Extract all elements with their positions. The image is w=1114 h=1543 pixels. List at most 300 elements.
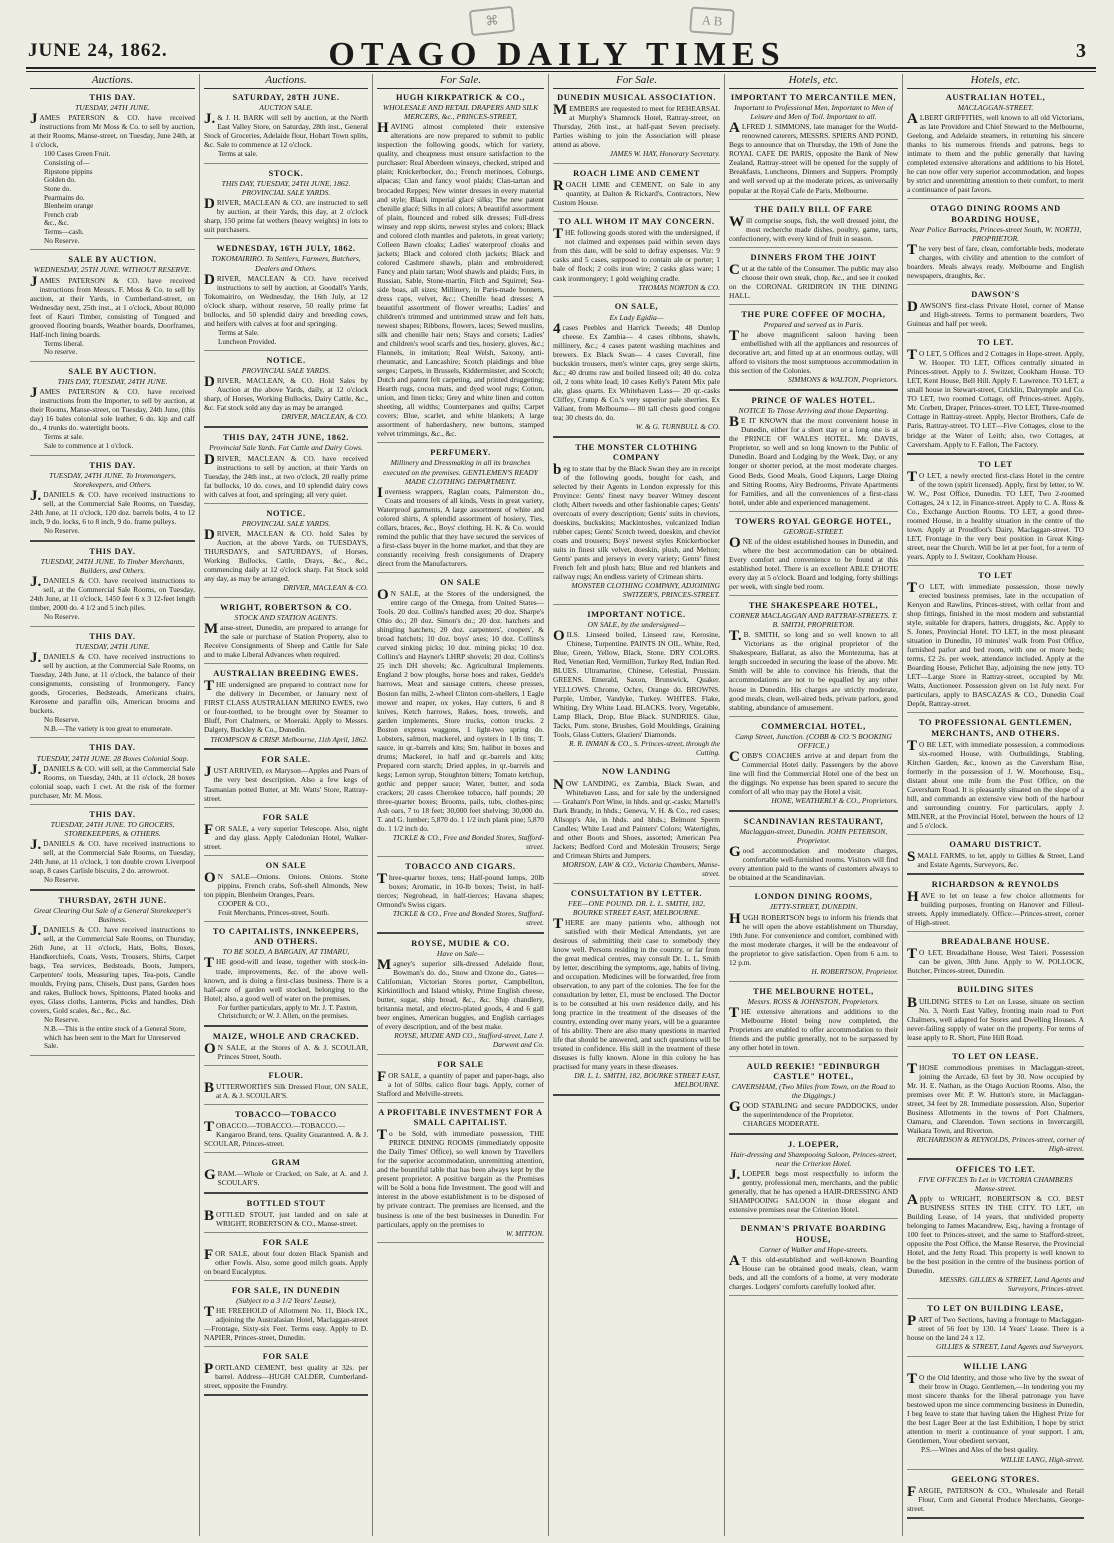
advertisement: [204, 1032, 368, 1066]
advertisement: [30, 896, 195, 1056]
ad-list-item: No Reserve.: [44, 876, 80, 885]
ad-heading: TOBACCO AND CIGARS.: [405, 861, 516, 871]
ad-item-list: [44, 340, 195, 357]
ad-body-text: ALFRED J. SIMMONS, late manager for the World-renowned caterers, MESSRS. SPIERS AND POND, Begs to announce that on Thursday, the 19th of June the ROYAL CAFE DE PARIS, opposite the Bank of New Zealand, Rattray-street will be opened for the supply of Breakfasts, Luncheons, Dinners and Suppers. Promptly and well served up at the moderate prices, as universally popular at the Royal Cafe de Paris, Melbourne.: [729, 120, 898, 195]
ad-signature: W. & G. TURNBULL & CO.: [635, 421, 720, 431]
ad-subheading: Provincial Sale Yards. Fat Cattle and Dairy Cows.: [209, 443, 363, 453]
ad-list-item: Ripstone pippins: [44, 167, 93, 176]
ad-body-text: HAVING almost completed their extensive alterations are now prepared to submit to public inspection the following goods, which for variety, quality, and cheapness must ensure satisfaction to the purchaser: Real Aberdeen winseys, checked, striped and plain; Knickerbocker, do.; French merinoes, Coburgs, alpacas; Clan and fancy wool plaids; Clan-tartan and brocaded Reppes; New winter dresses in every material and style; Black imperial glacé silks; The new patent chenille glacé; Silks in all colors; A beautiful assortment of plain, flounced and robed silk dresses; Full-dress winsey and repp skirts, newest styles and colors; Black and colored cloth mantles and paletots, in great variety; Colleen Bawn cloaks; Ladies' waterproof cloaks and jackets; Black and colored cloth jackets; Black and colored Cashmere shawls, plain and embroidered; Fancy and plain tartan; Wool shawls and plaids; Furs, in Russian, Sable, Stone-martin, Fitch and Squirrel; Sea-side boas, all sizes; Millinery, in Paris-made bonnets, dress caps, velvet, &c.; Chenille head dresses; A beautiful assortment of flower wreaths; Ladies' and children's trimmed and untrimmed straw and felt hats, newest shapes; Ribbons, flowers, laces; Sewed muslins, silk and chenille hair nets; Stays and corsets; Ladies' and children's wool scarfs and ties, hosiery, gloves, &c.; Flannels, in imitation; Real Welsh, Saxony, anti-rheumatic, and Lancashire; Scotch plaidings and blue serges; Carpets, in Brussels, Kidderminster, and Scotch; Dutch and patent felt carpeting, and printed druggeting; Hearth rugs, cocoa mats, and dyed wool rugs; Cotton, union, and linen ticks; Grey and white linen and cotton sheeting, all widths; Counterpanes and quilts; Carpet covers; Blue, scarlet, and white blankets; A large assortment of haberdashery, new buttons, stamped velvet trimmings, &c., &c.: [377, 120, 544, 439]
ad-heading: MAIZE, WHOLE AND CRACKED.: [212, 1031, 360, 1041]
ad-body-text: J.DANIELS & CO. have received instructions to sell, at the Commercial Sale Rooms, on Tuesday, 24th June, at 11 o'clock, 1450 feet 6 x 3 12-feet length timber, 2000 do. 4 1/2 and 5 inch piles.: [30, 574, 195, 613]
advertisement: [729, 1224, 898, 1295]
ad-heading: TO LET: [978, 570, 1013, 580]
ad-heading: DINNERS FROM THE JOINT: [750, 252, 877, 262]
advertisement: [377, 1108, 544, 1243]
advertisement: [907, 880, 1084, 932]
ad-subheading: PROVINCIAL SALE YARDS.: [241, 518, 331, 528]
advertisement: [729, 892, 898, 981]
ad-body-text: OILS. Linseed boiled, Linseed raw, Kerosine, Chinese, Turpentine. PAINTS IN OIL. White, Red, Blue, Green, Yellow, Black, Stone. DRY COLORS. Red, Venetian Red, Vermillion, Turkey Red, Indian Red. BLUES. Ultramarine, Chinese, Celestial, Prussian. GREENS. Emerald, Saxon, Brunswick, Quaker. YELLOWS. Chrome, Ochre, Orange do. BROWNS. Purple, Umber, Vandyke, Turkey. WHITES. Flake, Whiting, Dry White Lead. BLACKS. Ivory, Vegetable, Lamp Black, Drop, Blue Black. SUNDRIES. Glue, Tacks, Pum. stone, Brushes, Gold Mouldings, Graining Tools, Glass Cutters, Glaziers' Diamonds.: [553, 628, 720, 739]
ad-body-text: DRIVER, MACLEAN & CO. hold Sales by Auction, at the above Yards, on TUESDAYS, THURSDAYS, and SATURDAYS, of Horses, Working Bullocks, Cattle, Drays, &c., &c., commencing daily at 12 o'clock sharp. Fat Stock sold any day, as may be arranged.: [204, 526, 368, 584]
ad-subheading: ON SALE, by the undersigned—: [587, 620, 686, 630]
ad-list-item: Consisting of—: [44, 158, 90, 167]
ad-subheading: TUESDAY, 24TH JUNE. To Timber Merchants, Builders, and Others.: [40, 556, 185, 575]
ad-body-text: THOSE commodious premises in Maclaggan-street, joining the Arcade, 63 feet by 30. Now occupied by Mr. H. E. Nathan, as the Otago Auction Rooms. Also, the premises over Mr. P. W. Hutton's store, in Maclaggan-street, 34 feet by 28. Immediate possession. Also, Superior Business Allotments in the towns of Port Chalmers, Oamaru, and Clarendon. Town sections in Invercargill, Waikara Town, and Riverton.: [907, 1060, 1084, 1135]
ad-heading: ON SALE,: [614, 302, 659, 312]
ad-body-text: FARGIE, PATERSON & CO., Wholesale and Retail Flour, Corn and General Produce Merchants, George-street.: [907, 1484, 1084, 1514]
ad-heading: FOR SALE, IN DUNEDIN: [231, 1285, 341, 1295]
advertisement: [907, 937, 1084, 980]
ad-body-text: THE FREEHOLD of Allotment No. 11, Block IX., adjoining the Australasian Hotel, Maclaggan-street—Frontage, Sixty-six Feet. Terms easy. Apply to D. NAPIER, Princes-street, Dunedin.: [204, 1304, 368, 1343]
ad-body-text: ROACH LIME and CEMENT, on Sale in any quantity, at Dalton & Rickard's, Contractors, New Custom House.: [553, 178, 720, 208]
ad-subheading: THIS DAY, TUESDAY, 24TH JUNE, 1862. PROVINCIAL SALE YARDS.: [221, 179, 351, 198]
ad-subheading: Millinery and Dressmaking in all its branches executed on the premises. GENTLEMEN'S READY MADE CLOTHING DEPARTMENT.: [383, 458, 538, 486]
ad-body-text: J.DANIELS & CO. have received instructions to sell, at the Commercial Sale Rooms, on Tuesday, 24th June, at 11 o'clock, 1 ton double crown Liverpool soap, 8 cases Carlisle biscuits, 2 do. arrowroot.: [30, 837, 195, 876]
ad-body-text: Apply to WRIGHT, ROBERTSON & CO. BEST BUSINESS SITES IN THE CITY. TO LET, on Building Lease, of 14 years, that undivided property belonging to James Macandrew, Esq., having a frontage of 100 feet to Princes-street, and the same to Stafford-street, opposite the Post Office, the Manse Reserve, the Provincial Hotel, and the Jetty Road. This property is well known to be the best position in the centre of the business portion of Dunedin.: [907, 1192, 1084, 1276]
ad-heading: THE SHAKESPEARE HOTEL,: [748, 601, 879, 611]
advertisement: [204, 1352, 368, 1396]
ad-heading: HUGH KIRKPATRICK & CO.,: [395, 93, 526, 102]
ad-heading: STOCK.: [268, 168, 304, 178]
ad-body-text: PART of Two Sections, having a frontage to Maclaggan-street of 56 feet by 130. 14 Years' Lease. There is a house on the land 24 x 12.: [907, 1313, 1084, 1343]
ad-heading: THIS DAY.: [89, 809, 136, 819]
ad-body-text: ALBERT GRIFFITHS, well known to all old Victorians, as late Providore and Chief Steward to the Melbourne, Geelong, and Adelaide steamers, in returning his sincere thanks to his numerous friends and patrons, begs to intimate to them and the public generally that having completed extensive alterations and additions to his Hotel, he can now offer very superior accommodation, and hopes by strict and unremitting attention to their comfort, to merit a continuance of past favors.: [907, 111, 1084, 195]
ad-heading: TO CAPITALISTS, INNKEEPERS, AND OTHERS.: [212, 927, 360, 947]
advertisement: [553, 217, 720, 297]
advertisement: [729, 722, 898, 812]
advertisement: [729, 817, 898, 887]
ad-heading: FOR SALE.: [261, 755, 311, 765]
ad-signature: GILLIES & STREET, Land Agents and Surveyors.: [936, 1342, 1084, 1352]
ad-body-text: Will comprise soups, fish, the well dressed joint, the most recherche made dishes, poultry, game, tarts, confectionery, with every kind of fruit in season.: [729, 213, 898, 243]
ad-heading: AUSTRALIAN BREEDING EWES.: [213, 669, 359, 679]
advertisement: [907, 1165, 1084, 1299]
ad-list-item: N.B.—This is the entire stock of a General Store, which has been sent to the Mart for Unreserved Sale.: [44, 1025, 186, 1051]
ad-list-item: P.S.—Wines and Ales of the best quality.: [921, 1446, 1039, 1455]
ad-subheading: JETTY-STREET, DUNEDIN.: [769, 902, 858, 912]
ad-subheading: WEDNESDAY, 25TH JUNE. WITHOUT RESERVE.: [33, 265, 192, 275]
ad-subheading: TUESDAY, 24TH JUNE. 28 Boxes Colonial Soap.: [36, 753, 189, 763]
advertisement: [907, 571, 1084, 714]
ad-heading: A PROFITABLE INVESTMENT FOR A SMALL CAPITALIST.: [378, 1108, 543, 1128]
ad-heading: FLOUR.: [268, 1071, 304, 1081]
ad-heading: SALE BY AUCTION.: [68, 367, 157, 377]
advertisement: [30, 255, 195, 362]
advertisement: [204, 509, 368, 598]
ad-heading: RICHARDSON & REYNOLDS: [931, 880, 1060, 890]
ad-subheading: STOCK AND STATION AGENTS.: [234, 613, 338, 622]
advertisement: [553, 169, 720, 212]
ad-subheading: CORNER MACLAGGAN AND RATTRAY-STREETS. T. B. SMITH, PROPRIETOR.: [729, 611, 898, 630]
ad-signature: WILLIE LANG, High-street.: [1000, 1455, 1084, 1465]
ad-list-item: COOPER & CO.,: [218, 899, 270, 908]
ad-body-text: J.DANIELS & CO. have received instructions to sell, at the Commercial Sale Rooms, on Tuesday, 24th June, at 11 o'clock, 120 doz. barrels bolts, 4 to 12 inch, 9 do. locks, 6 to 8 inch, 9 do. frame pulleys.: [30, 487, 195, 527]
column-5: [725, 74, 903, 1536]
advertisement: [907, 1362, 1084, 1470]
advertisement: [377, 448, 544, 573]
ad-body-text: FOR SALE, a quantity of paper and paper-bags, also a lot of 50lbs. calico flour bags. Apply, corner of Stafford and Melville-streets.: [377, 1068, 544, 1099]
advertisement: [907, 338, 1084, 454]
ad-heading: ROACH LIME AND CEMENT: [573, 169, 700, 179]
ad-list-item: Terms liberal.: [44, 339, 84, 348]
advertisement: [30, 547, 195, 627]
ad-signature: DR. L. L. SMITH, 182, BOURKE STREET EAST, MELBOURNE.: [574, 1071, 720, 1090]
ad-heading: THIS DAY.: [89, 743, 136, 753]
ad-subheading: Maclaggan-street, Dunedin. JOHN PETERSON, Proprietor.: [739, 827, 888, 846]
ad-body-text: BUILDING SITES to Let on Lease, situate on section No. 3, North East Valley, fronting main road to Port Chalmers, well adapted for Stores and Dwelling Houses. A never-failing supply of water on the property. For terms of lease apply to R. Short, Pine Hill Road.: [907, 994, 1084, 1042]
newspaper-title: OTAGO DAILY TIMES: [328, 36, 786, 73]
ad-body-text: JAMES PATERSON & CO. have received instructions from Mr Moss & Co. to sell by auction, at their Rooms, Manse-street, on Tuesday, June 24th, at 1 o'clock,: [30, 111, 195, 150]
ad-list-item: Golden do.: [44, 176, 76, 185]
advertisement: [204, 1199, 368, 1233]
ad-body-text: TO the Old Identity, and those who live by the sweat of their brow in Otago. Gentlemen,—In tendering you my most sincere thanks for the liberal patronage you have bestowed upon me since commencing business in Dunedin, I beg leave to state that having taken the Highest Prize for the best Lager Beer at the last Exhibition, I hope by strict attention to merit a continuance of your support. I am, Gentlemen, Your obedient servant,: [907, 1371, 1084, 1446]
ad-item-list: [743, 1120, 898, 1129]
ad-list-item: N.B.—The variety is too great to enumerate.: [44, 724, 173, 733]
ad-body-text: THE extensive alterations and additions to the Melbourne Hotel being now completed, the Proprietors are enabled to offer accommodation to their friends and the public generally, not to be surpassed by any other hotel in town.: [729, 1004, 898, 1052]
ad-body-text: FOR SALE, about four dozen Black Spanish and other Fowls. Also, some good milch goats. Apply on board Eucalyptus.: [204, 1246, 368, 1276]
column-1: [26, 74, 200, 1536]
ad-signature: R. R. INMAN & CO., S. Princes-street, through the Cutting.: [569, 738, 720, 757]
ad-body-text: NOW LANDING, ex Zambia, Black Swan, and Whitehaven Lass, and for sale by the undersigned— Graham's Port Wine, in hhds. and qr.-casks; Martell's Dark Brandy, in hhds.; Geneva, V. H. & Co., red cases; Allsopp's Ale, in hhds. and hhds.; Belmont Sperm Candles; White Lead and Painters' Colors; Watertights, and other Boots and Shoes, assorted; American Pea Jackets; Bedford Cord and Moleskin Trousers; Serge and Crimean Shirts and Jumpers.: [553, 776, 720, 860]
ad-item-list: [921, 1446, 1084, 1455]
advertisement: [907, 985, 1084, 1046]
ad-heading: FOR SALE: [262, 1352, 310, 1362]
ad-list-item: Terms at Sale.: [218, 328, 259, 337]
ad-heading: TO LET ON LEASE.: [952, 1051, 1039, 1061]
ad-list-item: CHARGES MODERATE.: [743, 1120, 820, 1129]
advertisement: [204, 93, 368, 164]
ad-body-text: The above magnificent saloon having been embellished with all the appliances and resources of decorative art, and fitted up at an enormous outlay, will afford to visitors the most sumptuous accommodation in this section of the Colonies.: [729, 328, 898, 376]
advertisement: [907, 1052, 1084, 1160]
ad-heading: TO LET ON BUILDING LEASE,: [927, 1304, 1064, 1314]
ad-body-text: TO LET, Breadalbane House, West Taieri. Possession can be given, 30th June. Apply to W. POLLOCK, Butcher, Princes-street, Dunedin.: [907, 946, 1084, 976]
ad-heading: NOW LANDING: [601, 767, 672, 777]
ad-subheading: TUESDAY, 24TH JUNE. TO GROCERS, STOREKEEPERS, & OTHERS.: [50, 819, 175, 838]
ad-body-text: J.& J. H. BARK will sell by auction, at the North East Valley Store, on Saturday, 28th inst., General Stock of Groceries, Adelaide flour, Hobart Town splits, &c. Sale to commence at 12 o'clock.: [204, 111, 368, 150]
ad-subheading: GEORGE-STREET.: [783, 526, 844, 536]
ad-list-item: 100 Cases Green Fruit.: [44, 150, 111, 159]
advertisement: [729, 601, 898, 717]
advertisement: [204, 1071, 368, 1105]
advertisement: [553, 443, 720, 605]
masthead: [0, 0, 1114, 73]
page-number: 3: [1076, 40, 1086, 62]
ad-body-text: THE following goods stored with the undersigned, if not claimed and expenses paid within seven days from this date, will be sold to defray expenses. Viz: 9 casks and 5 cases, supposed to contain ale or porter; 1 bale of flock; 2 coils iron wire; 2 casks glass ware; 1 cask ironmongery; 1 gold weighing cradle.: [553, 226, 720, 283]
advertisement: [729, 517, 898, 596]
ad-body-text: PORTLAND CEMENT, best quality at 32s. per barrel. Address—HUGH CALDER, Cumberland-street, opposite the Foundry.: [204, 1361, 368, 1391]
advertisement: [204, 669, 368, 750]
ad-body-text: DAWSON'S first-class Private Hotel, corner of Manse and High-streets. Terms to permanent boarders, Two Guineas and half per week.: [907, 299, 1084, 329]
ad-body-text: TO BE LET, with immediate possession, a commodious six-roomed House, with Outbuildings, Stabling, Kitchen Garden, &c., known as the Caversham Rise, formerly in the possession of J. W. Moorhouse, Esq., distant about one mile from the Post Office, on the Caversham Road. It is pleasantly situated on the slope of a hill, and commands an extensive view both of the harbour and surrounding country. For particulars, apply J. MILNER, at the Provincial Hotel, between the hours of 12 and 5 o'clock.: [907, 737, 1084, 830]
ad-list-item: Sale to commence at 1 o'clock.: [44, 442, 134, 451]
ad-heading: FOR SALE: [262, 812, 310, 822]
ad-subheading: (Subject to a 3 1/2 Years' Lease),: [236, 1295, 336, 1305]
ad-body-text: BUTTERWORTH'S Silk Dressed Flour, ON SALE, at A. & J. SCOULAR'S.: [204, 1080, 368, 1101]
ad-subheading: Have on Sale—: [436, 948, 485, 958]
ad-list-item: Terms at sale.: [44, 433, 84, 442]
ad-body-text: beg to state that by the Black Swan they are in receipt of the following goods, bought for cash, and selected by their Agents in London expressly for this Province: Gents' finest navy beaver Witney descent cloth; Albert tweeds and other fashionable capes; Gents' overcoats of every description; Gents' suits in cheviots, doeskins, buckskins; Mackintoshes, vulcanized Indian rubber capes; Gents' Scotch tweed, doeskin, and cheviot coats and trousers; Boys' newest styles Knickerbocker suits in finest silk velvet, doeskin, plush, and Melton; Gents' pants and jerseys in every variety; Gents' finest French felt and plush hats; Blue and red blankets and railway rugs; An endless variety of Crimean shirts.: [553, 461, 720, 582]
advertisement: [30, 632, 195, 739]
ad-heading: COMMERCIAL HOTEL,: [761, 721, 866, 731]
advertisement: [204, 169, 368, 239]
ad-body-text: Good accommodation and moderate charges, comfortable well-furnished rooms. Visitors will find every attention paid to the wants of customers always to be obtained at the Scandinavian.: [729, 844, 898, 883]
ad-body-text: ON SALE, at the Stores of A. & J. SCOULAR, Princes Street, South.: [204, 1040, 368, 1062]
ad-list-item: Terms at sale.: [218, 150, 258, 159]
ink-stamp-icon: ⌘: [469, 6, 515, 36]
ad-body-text: SMALL FARMS, to let, apply to Gillies & Street, Land and Estate Agents, Surveyors, &c.: [907, 849, 1084, 870]
ad-subheading: Camp Street, Junction. (COBB & CO.'S BOOKING OFFICE.): [735, 731, 892, 750]
ad-body-text: HUGH ROBERTSON begs to inform his friends that he will open the above establishment on Thursday, 19th June. For convenience and comfort, combined with the most moderate charges, it will be the endeavour of the proprietor to give satisfaction. Open from 6 a.m. to 12 p.m.: [729, 910, 898, 967]
ad-body-text: GOOD STABLING and secure PADDOCKS, under the superintendence of the Proprietor.: [729, 1099, 898, 1120]
ad-signature: DRIVER, MACLEAN & CO.: [283, 583, 368, 593]
ad-heading: THIS DAY.: [89, 460, 136, 470]
advertisement: [204, 813, 368, 856]
advertisement: [204, 244, 368, 351]
ad-item-list: [44, 876, 195, 885]
column-3: [373, 74, 549, 1536]
ad-heading: SALE BY AUCTION.: [68, 255, 157, 265]
advertisement: [30, 810, 195, 891]
ad-heading: DAWSON'S: [971, 289, 1020, 299]
column-heading: Auctions.: [30, 74, 195, 89]
ad-subheading: THIS DAY, TUESDAY, 24TH JUNE.: [57, 377, 168, 387]
ad-body-text: TO LET, 5 Offices and 2 Cottages in Hope-street. Apply, W. Hooper. TO LET, Offices centrally situated in Princes-street. Apply to J. Switzer, Cookham House. TO LET, Kent House, Bell Hill. Apply F. Lawrence. TO LET, a small house in Stewart-street, Cricklin, Dalrymple and Co. TO LET, two roomed Cottage, off Princes-street. Apply, Mr. Corbett, Draper, Princes-street. TO LET, Three-roomed Cottage in Rattray-street. Apply, Hector Brothers, Cafe de Paris, Rattray-street. TO LET—Five Cottages, close to the bridge at the Water of Leith; also, two Cottages, at Caversham. Apply to F. Fallon, The Factory.: [907, 347, 1084, 449]
ad-subheading: MACLAGGAN-STREET.: [957, 103, 1034, 113]
advertisement: [553, 889, 720, 1097]
ad-heading: NOTICE.: [266, 508, 306, 518]
advertisement: [377, 93, 544, 443]
ad-body-text: TOBACCO.—TOBACCO.—TOBACCO.—Kangaroo Brand, tens. Quality Guaranteed. A. & J. SCOULAR, Princes-street.: [204, 1119, 368, 1149]
ad-heading: PRINCE OF WALES HOTEL.: [751, 396, 876, 406]
ad-heading: ON SALE: [265, 860, 307, 870]
column-heading: For Sale.: [377, 74, 544, 89]
ink-stamp-icon: A B: [689, 6, 735, 35]
masthead-rule: [26, 67, 1096, 72]
ad-body-text: J.DANIELS & CO. have received instructions to sell, at the Commercial Sale Rooms, on Thursday, 26th June, at 11 o'clock, Hats, Bolts, Boxes, Handkerchiefs, Coats, Vests, Trousers, Shirts, Carpet bags, Tea services, Bedsteads, Boots, Jumpers, Carpenters' tools, Measuring tapes, Tea-pots, Candle moulds, Frying pans, Chisels, Dust pans, Garden hoes and rakes, Bullock bows, Spittoons, Plated hooks and eyes, Glass cloths, Lanterns, Picks and handles, Dish covers, Gold scales, &c., &c., &c.: [30, 923, 195, 1016]
ad-signature: H. ROBERTSON, Proprietor.: [811, 966, 898, 976]
ad-subheading: Important to Professional Men, Important to Men of Leisure and Men of Toil. Important to all.: [734, 103, 893, 122]
ad-signature: W. MITTON.: [506, 1228, 544, 1238]
ad-heading: IMPORTANT NOTICE.: [587, 610, 686, 620]
ad-item-list: [44, 433, 195, 450]
ad-heading: THIS DAY.: [89, 93, 136, 102]
column-heading: Hotels, etc.: [729, 74, 898, 89]
ad-list-item: Stone do.: [44, 184, 72, 193]
ad-subheading: TUESDAY, 24TH JUNE. To Ironmongers, Storekeepers, and Others.: [49, 470, 176, 489]
ad-body-text: JAMES PATERSON & CO. have received instructions from the Importer, to sell by auction, at their Rooms, Manse-street, on Tuesday, 24th June, (this day) 16 bales colonial sole leather, 6 do. kip and calf do., 4 trunks do. watertight boots.: [30, 385, 195, 433]
ad-subheading: FIVE OFFICES To Let in VICTORIA CHAMBERS Manse-street.: [918, 1174, 1073, 1193]
ad-subheading: WHOLESALE AND RETAIL DRAPERS AND SILK MERCERS, &c., PRINCES-STREET,: [382, 103, 539, 122]
advertisement: [204, 1158, 368, 1193]
ad-body-text: ON SALE, at the Stores of the undersigned, the entire cargo of the Omega, from United States— Tools. 20 doz. Collins's handled axes; 20 doz. Sharpe's Ohio do.; 20 doz. Simon's do.; 20 doz. hatchets and shingling hatchets; 20 doz. carpenters', coopers', & broad hatchets; 10 doz. boys' axes; 10 doz. Collins's curved sinking picks; 10 doz. mining picks; 10 doz. Collins's and Hayner's LHRP shovels; 20 doz. Collins's 25 inch DH shovels; &c. Agricultural Implements. England 2 bow ploughs, horse hoes and rakes, Gedde's harrows, Meat and sausage cutters, cheese presses, Boston fan mills, 2-wheel Clinton corn-shellers, 1 Eagle mower and reaper, ox yokes, Hay cutters, 6 and 8 knives, Ketch harrows, Rakes, hoes, trowels, and garden implements, Store trucks, cotton trucks. 2 Boston express waggons, 1 light-two spring do. Lobsters, salmon, mackerel, and oysters in 1 lb tins; T. sauce, in qr.-barrels and kits; Sm. halibut in boxes and drums; Mackerel, in half and qr.-barrels and kits; Prepared corn starch; Dried apples, in qr.-barrels and kegs; Lemon syrup, Stoughton bitters; Tomato ketchup, gothic and pepper sauce; Water, butter, and soda crackers; 20 cases Cherokee tobacco, half pounds; 20 three-quarter boxes; Brooms, pails, tubs, clothes-pins; Ash oars, 7 to 18 feet; 30,000 feet shelving; 30,000 do. T. and G. lumber; 5,870 do. 1 1/2 inch plank pine; 5,870 do. 1 1/2 inch do.: [377, 587, 544, 833]
ad-heading: OFFICES TO LET.: [955, 1164, 1036, 1174]
ad-body-text: Magney's superior silk-dressed Adelaide flour, Bowman's do. do., Snow and Ozone do., Gates—Californian, Victorian Stores porter, Campbellton, Kirkintilloch and Island whisky, Prime English cheese, butter, sugar, ship bread, &c., &c. Ship chandlery, britannia metal, and electro-plated goods, 4 and 6 gall beer engines, American buggies, and English carriages of every description, and of the best make.: [377, 956, 544, 1032]
ad-signature: RICHARDSON & REYNOLDS, Princes-street, corner of High-street.: [916, 1135, 1084, 1153]
advertisement: [907, 840, 1084, 875]
ad-subheading: Hair-dressing and Shampooing Saloon, Princes-street, near the Criterion Hotel.: [730, 1150, 897, 1169]
advertisement: [553, 610, 720, 762]
ad-body-text: JAMES PATERSON & CO. have received instructions from Messrs. F. Moss & Co. to sell by auction, at their Yards, in Cumberland-street, on Wednesday next, 25th inst., at 1 o'clock, About 80,000 feet of Kauri Timber, consisting of Tongued and grooved flooring boards, Weather boards, Doorframes, Half-inch lining boards.: [30, 273, 195, 339]
ad-body-text: THE good-will and lease, together with stock-in-trade, improvements, &c. of the above well-known, and is doing a first-class business. There is a half-acre of garden well stocked, belonging to the Hotel; also, a good well of water on the premises.: [204, 955, 368, 1003]
ad-body-text: DRIVER, MACLEAN & CO. are instructed to sell by auction, at their Yards, this day, at 2 o'clock sharp, 150 prime fat wethers (heavy weights) in lots to suit purchasers.: [204, 196, 368, 235]
ad-list-item: No Reserve.: [44, 613, 80, 622]
ad-heading: WILLIE LANG: [963, 1362, 1028, 1372]
ad-heading: WRIGHT, ROBERTSON & CO.: [220, 602, 352, 612]
column-heading: For Sale.: [553, 74, 720, 89]
ad-item-list: [44, 716, 195, 733]
ad-list-item: No Reserve.: [44, 716, 80, 725]
ad-body-text: J.DANIELS & CO. will sell, at the Commercial Sale Rooms, on Tuesday, 24th, at 11 o'clock, 28 boxes colonial soap, each 1 cwt. At the risk of the former purchaser, Mr. M. Moss.: [30, 761, 195, 800]
advertisement: [729, 253, 898, 305]
ad-body-text: The very best of fare, clean, comfortable beds, moderate charges, with civility and attention to the comfort of boarders. Meals always ready. Melbourne and English newspapers, draughts, &c.: [907, 241, 1084, 280]
advertisement: [729, 1140, 898, 1219]
ad-heading: AUSTRALIAN HOTEL,: [945, 93, 1046, 102]
advertisement: [204, 1286, 368, 1347]
ad-heading: CONSULTATION BY LETTER.: [570, 888, 703, 898]
column-6: [903, 74, 1088, 1536]
ad-body-text: BOTTLED STOUT, just landed and on sale at WRIGHT, ROBERTSON & CO., Manse-street.: [204, 1207, 368, 1228]
ad-list-item: No Reserve.: [44, 527, 80, 536]
ad-heading: THIS DAY.: [89, 546, 136, 556]
ad-heading: TO ALL WHOM IT MAY CONCERN.: [558, 217, 715, 227]
advertisement: [729, 205, 898, 248]
ad-list-item: For further particulars, apply to Mr. J. T. Paxton, Christchurch; or W. J. Allen, on the premises.: [218, 1003, 358, 1021]
advertisement: [204, 927, 368, 1027]
advertisement: [907, 1304, 1084, 1357]
ad-heading: DUNEDIN MUSICAL ASSOCIATION.: [557, 93, 716, 102]
ad-heading: THE MELBOURNE HOTEL,: [753, 986, 874, 996]
ad-body-text: TO LET, a newly erected first-class Hotel in the centre of the town (spirit licensed). Apply, first by letter, to W. W. W., Post Office, Dunedin. TO LET, Two 2-roomed Cottages, 24 x 12, in Finance-street. Apply to C. A. Ross & Co., Exchange Auction Rooms. TO LET, a good three-roomed House, in a healthy situation in the centre of the town. Apply at Proudfoot's Dairy, Maclaggan-street. TO LET, Frontage in the very best position in Great King-street, near the Church. Will be let at per foot, for a term of years. Apply to J. Switzer, Cookham House.: [907, 468, 1084, 561]
ad-body-text: ON SALE—Onions. Onions. Onions. Stone pippins, French crabs, Soft-shell Almonds, New ton pippin, Blenheim Oranges, Pears.: [204, 869, 368, 899]
ad-body-text: DRIVER, MACLEAN & CO. have received instructions to sell by auction, at Goodall's Yards, Tokomairiro, on Wednesday, the 16th July, at 12 o'clock sharp, without reserve, 50 really prime fat bullocks, and 50 splendid dairy and breeding cows, and heifers with calves at foot and springing.: [204, 271, 368, 328]
ad-body-text: DRIVER, MACLEAN, & CO. Hold Sales by Auction at the above Yards, daily, at 12 o'clock sharp, of Horses, Working Bullocks, Dairy Cattle, &c., &c. Fat stock sold any day as may be arranged.: [204, 374, 368, 413]
ad-subheading: TUESDAY, 24TH JUNE.: [75, 103, 150, 113]
advertisement: [30, 367, 195, 456]
advertisement: [553, 302, 720, 437]
ad-body-text: JUST ARRIVED, ex Maryson—Apples and Pears of the very best description. Also a few kegs of Tasmanian potted Butter, at Mr. Watts' Store, Rattray-street.: [204, 764, 368, 803]
ad-subheading: Near Police Barracks, Princes-street South, W. NORTH, PROPRIETOR.: [909, 224, 1082, 243]
advertisement: [907, 290, 1084, 333]
ad-list-item: No Reserve.: [44, 1016, 80, 1025]
advertisement: [204, 755, 368, 807]
ad-body-text: BE IT KNOWN that the most convenient house in Dunedin, either for a short stay or a long one is at the PRINCE OF WALES HOTEL. Mr. DAVIS, Proprietor, so well and so long known to the Public of Dunedin. Board and Lodging by the Week, Day, or any longer or shorter period, at the most moderate charges. Good Beds, Good Meals, Good Liquors, Large Dining and Sitting Rooms, Airy Bedrooms, Private Apartments for Families, and all the conveniences of a first-class hotel, under able and experienced management.: [729, 414, 898, 507]
advertisement: [553, 767, 720, 883]
ad-body-text: J.LOEPER begs most respectfully to inform the gentry, professional men, merchants, and the public generally, that he has opened a HAIR-DRESSING AND SHAMPOOING SALOON in those elegant and extensive premises near the Criterion Hotel.: [729, 1167, 898, 1215]
ad-body-text: THE undersigned are prepared to contract now for the delivery in December, or January next of FIRST CLASS AUSTRALIAN MERINO EWES, two or four-toothed, to be brought over by Steamer to Bluff, Port Chalmers, or Moeraki. Apply to Messrs. Dalgety, Buckley & Co., Dunedin.: [204, 678, 368, 735]
ad-heading: TO LET.: [977, 338, 1014, 348]
ad-heading: GRAM: [271, 1158, 301, 1168]
advertisement: [30, 93, 195, 250]
ad-heading: TO LET: [978, 459, 1013, 469]
advertisement: [204, 356, 368, 428]
ad-heading: GEELONG STORES.: [951, 1474, 1040, 1484]
ad-item-list: [218, 150, 368, 159]
ad-subheading: Prepared and served as in Paris.: [763, 320, 864, 329]
advertisement: [553, 93, 720, 164]
ad-list-item: No reserve.: [44, 348, 78, 357]
ad-body-text: To be Sold, with immediate possession, THE PRINCE DINING ROOMS (immediately opposite the Daily Times' Office), so well known by Travellers for the superior accommodation, unremitting attention, and the bountiful table that has been always kept by the present proprietor. A positive bargain as the Premises will be Sold a bona fide Investment. The good will and interest in the above establishment is to be disposed of by private contract. The premises are licensed, and the business is one of the best businesses in Dunedin. For particulars, apply on the premises to: [377, 1127, 544, 1229]
ad-signature: MORISON, LAW & CO., Victoria Chambers, Manse-street.: [562, 859, 720, 878]
ad-body-text: J.DANIELS & CO. have received instructions to sell by auction, at the Commercial Sale Rooms, on Tuesday, 24th June, at 11 o'clock, the balance of their consignments, consisting of Ironmongery, Fancy goods, Groceries, Bedsteads, Americans chairs, Kerosene and paraffin oils, American brooms and buckets.: [30, 649, 195, 716]
ad-list-item: Blenheim orange: [44, 202, 94, 211]
ad-heading: LONDON DINING ROOMS,: [754, 892, 873, 902]
advertisement: [377, 862, 544, 934]
ad-signature: TICKLE & CO., Free and Bonded Stores, Stafford-street.: [392, 833, 544, 851]
column-heading: Hotels, etc.: [907, 74, 1084, 89]
ad-heading: IMPORTANT TO MERCANTILE MEN,: [730, 93, 897, 102]
ad-list-item: Terms—cash.: [44, 228, 84, 237]
advertisement: [907, 93, 1084, 199]
ad-signature: MESSRS. GILLIES & STREET, Land Agents and Surveyors, Princes-street.: [939, 1275, 1084, 1294]
ad-signature: HONE, WEATHERLY & CO., Proprietors.: [771, 796, 898, 806]
ad-item-list: [44, 1016, 195, 1051]
ad-heading: ON SALE: [440, 578, 481, 588]
ad-list-item: Fruit Merchants, Princes-street, South.: [218, 908, 329, 917]
ad-body-text: Three-quarter boxes, tens; Half-pound lumps, 20lb boxes; Aromatic, in 10-lb boxes; Twist, in half-tierces; Negrohead, in half-tierces; Havana shapes; Ormond's Swiss cigars.: [377, 870, 544, 909]
ad-heading: OAMARU DISTRICT.: [949, 839, 1042, 849]
ad-body-text: TO LET, with immediate possession, those newly erected business premises, late in the occupation of Kenyon and Rawlins, Princes-street, with cellar front and shop fittings, finished in the most modern and substantial style, suitable for drapers, hatters, druggists, &c. Apply to S. Jones, Provincial Hotel. TO LET, in the most pleasant situation in Dunedin, 10 minutes' walk from Post Office, furnished parlor and bed room, with one or more beds; terms, £2 2s. per week, attendance included. Apply at the Boarding House, Pelichet Bay, adjoining the new jetty. TO LET—Large Store in Rattray-street, occupied by Mr. Watts, Auctioneer. Possession given on 1st July next. For particulars, apply to BASCAZAS & CO., Dunedin Coal Depôt, Rattray-street.: [907, 580, 1084, 709]
ad-body-text: 4cases Peebles and Harrick Tweeds; 48 Dunlop cheese. Ex Zambia— 4 cases ribbons, shawls, millinery, &c.; 4 cases patent washing machines and brewers. Ex Black Swan— 4 cases Cuverall, fine buckskin trousers, men's winter caps, grey serge skirts, &c.; 40 drums raw and boiled linseed oil; 40 do. colza oil, 2 tons white lead; 10 cases Kelly's Patent Mix pale ale, glass quarts. Ex Whitehaven Lass— 20 qr.-casks Cliffey, Crump & Co.'s very superior pale sherries. Ex Valiant, from Melbourne— 80 tall chests good congou tea; 30 chests do. do.: [553, 320, 720, 422]
ad-signature: DRIVER, MACLEAN, & CO.: [281, 412, 368, 422]
ad-heading: NOTICE.: [266, 356, 306, 366]
ad-body-text: DRIVER, MACLEAN & CO. have received instructions to sell by auction, at their Yards on Tuesday, the 24th inst., at two o'clock, 20 really prime fat bullocks, 10 do. cows, and 10 splendid dairy cows with calves at foot, and springing; all very quiet.: [204, 451, 368, 499]
ad-item-list: [218, 900, 368, 917]
advertisement: [30, 743, 195, 804]
ad-heading: AULD REEKIE! "EDINBURGH CASTLE" HOTEL,: [746, 1061, 881, 1082]
ad-list-item: No Reserve.: [44, 236, 80, 245]
ad-heading: PERFUMERY.: [430, 448, 491, 458]
ad-body-text: T.B. SMITH, so long and so well known to all Victorians as the original proprietor of the Shakespeare, Ballarat, as also the Montezuma, has at length succeeded in securing the lease of the above. Mr. Smith will be able to convince his friends, that the accommodations are not to be equalled by any other house in Dunedin. His charges are strictly moderate, good meals, clean, well-aired beds, private parlors, good stabling, abundance of amusement.: [729, 628, 898, 712]
ad-body-text: Manse-street, Dunedin, are prepared to arrange for the sale or purchase of Station Property, also to Receive Consignments of Sheep and Cattle for Sale and to make Liberal Advances when required.: [204, 621, 368, 660]
ad-heading: THE PURE COFFEE OF MOCHA,: [741, 309, 886, 319]
advertisement: [729, 987, 898, 1057]
column-heading: Auctions.: [204, 74, 368, 89]
ad-subheading: TUESDAY, 24TH JUNE.: [75, 641, 150, 651]
advertisement: [204, 433, 368, 503]
ad-item-list: [44, 150, 195, 245]
advertisement: [729, 396, 898, 512]
ad-heading: J. LOEPER,: [788, 1140, 839, 1150]
issue-date: JUNE 24, 1862.: [28, 40, 168, 61]
advertisement: [377, 1060, 544, 1103]
ad-body-text: AT this old-established and well-known Boarding House can be obtained good meals, clean, warm beds, and all the comforts of a home, at very moderate charges. Lodgers' comforts carefully looked after.: [729, 1252, 898, 1291]
ad-heading: TOBACCO—TOBACCO: [235, 1110, 337, 1120]
ad-heading: THIS DAY, 24TH JUNE, 1862.: [223, 433, 349, 443]
ad-subheading: Great Clearing Out Sale of a General Storekeeper's Business.: [33, 905, 192, 925]
ad-heading: THURSDAY, 26TH JUNE.: [58, 895, 167, 905]
ad-subheading: Messrs. ROSS & JOHNSTON, Proprietors.: [747, 996, 880, 1006]
ad-heading: SCANDINAVIAN RESTAURANT,: [743, 816, 884, 826]
ad-body-text: HAVE to let on lease a few choice allotments for building purposes, fronting on Hanover and Filleul-streets. Apply immediately. Office:—Princes-street, corner of High-street.: [907, 889, 1084, 928]
ad-signature: TICKLE & CO., Free and Bonded Stores, Stafford-street.: [392, 908, 544, 927]
ad-subheading: TOKOMAIRIRO. To Settlers, Farmers, Butchers, Dealers and Others.: [211, 254, 361, 273]
advertisement: [729, 310, 898, 391]
ad-list-item: Luncheon Provided.: [218, 337, 277, 346]
ad-signature: SIMMONS & WALTON, Proprietors.: [788, 375, 898, 385]
advertisement: [907, 718, 1084, 834]
advertisement: [907, 204, 1084, 285]
ad-subheading: Ex Lady Egidia—: [609, 312, 664, 322]
ad-item-list: [218, 329, 368, 346]
ad-list-item: &c., &c.: [44, 219, 69, 228]
ad-body-text: MEMBERS are requested to meet for REHEARSAL at Murphy's Shamrock Hotel, Rattray-street, on Thursday, 26th inst., at half-past Seven precisely. Parties wishing to join the Association will please attend as above.: [553, 102, 720, 150]
column-2: [200, 74, 373, 1536]
advertisement: [377, 578, 544, 857]
ad-heading: THIS DAY.: [89, 631, 136, 641]
advertisement: [204, 861, 368, 922]
ad-heading: WEDNESDAY, 16TH JULY, 1862.: [216, 244, 356, 254]
ad-heading: OTAGO DINING ROOMS AND BOARDING HOUSE,: [930, 204, 1061, 224]
ad-body-text: THERE are many patients who, although not satisfied with their Medical Attendants, yet are desirous of submitting their case to somebody they know well. Persons residing in the country, or far from the great medical centres, may consult Dr. L. L. Smith by letter, describing the symptoms, age, habits of living, and occupation. Medicines will be forwarded, free from observation, to any part of the colonies. The fee for the consultation by letter, £1, must be enclosed. The Doctor is to be consulted at his own residence daily, and his long practice in the treatment of the diseases of the country, extending over many years, will be a guarantee of his ability. There are also many questions in married life that should be answered, and such questions will be treated in confidence. His skill in the treatment of these diseases is fully known. Alone in this colony he has practised for many years in these diseases.: [553, 915, 720, 1072]
